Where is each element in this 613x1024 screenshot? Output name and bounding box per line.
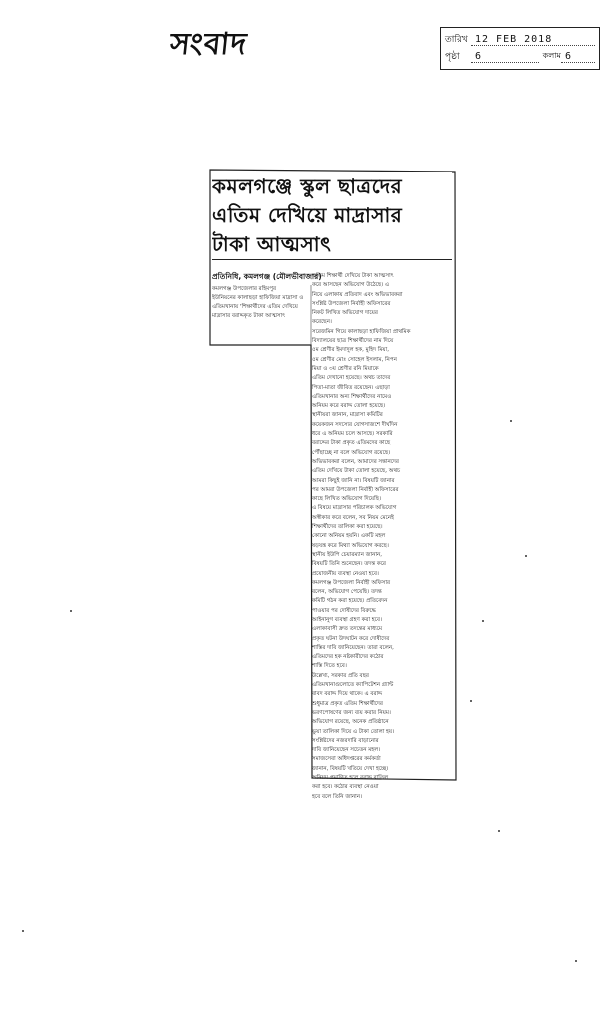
article-text-line: মাদ্রাসার বরাদ্দকৃত টাকা আত্মসাৎ (212, 313, 286, 319)
article-text-line: শিক্ষার্থীদের তালিকা করা হয়েছে। (312, 524, 383, 531)
date-row (445, 31, 595, 48)
headline-line: এতিম দেখিয়ে মাদ্রাসার (212, 203, 403, 227)
scan-speck (498, 830, 500, 832)
article-text-line: কোনো অনিয়ম হয়নি। একটি মহল (312, 533, 386, 540)
date-stamp (440, 27, 600, 70)
page-row (445, 48, 595, 65)
date-label: তারিখ (445, 35, 468, 45)
headline-line: টাকা আত্মসাৎ (212, 232, 332, 256)
article-text-line: কমলগঞ্জ উপজেলার রহিমপুর (212, 286, 276, 292)
page-value: 6 (471, 51, 539, 63)
article-text-line: এতিমখানাগুলোতে ক্যাপিটেশন গ্র্যান্ট (312, 682, 394, 689)
scan-speck (70, 610, 72, 612)
article-text-line: এতিমদের হক নষ্টকারীদের কঠোর (312, 654, 384, 661)
article-text-line: দাবি জানিয়েছেন সচেতন মহল। (312, 747, 381, 754)
article-text-line: করেছেন। (312, 319, 332, 326)
article-text-line: ইউনিয়নের কালাছড়া হাফিজিয়া মাদ্রাসা ও (212, 295, 304, 301)
newspaper-masthead: সংবাদ (168, 27, 249, 62)
article-text-line: পর আমরা উপজেলা নির্বাহী অফিসারের (312, 486, 399, 493)
column-label: কলাম (542, 51, 561, 60)
scan-speck (470, 700, 472, 702)
article-text-line: শাস্তির দাবি জানিয়েছেন। তারা বলেন, (312, 644, 394, 651)
scan-speck (575, 960, 577, 962)
article-text-line: এ বিষয়ে মাদ্রাসার পরিচালক অভিযোগ (312, 505, 397, 512)
article-text-line: ৫ম শ্রেণীর ইমদাদুল হক, মুহিদ মিয়া, (312, 347, 390, 354)
article-text-line: নিকট লিখিত অভিযোগ দায়ের (312, 310, 378, 317)
article-text-line: করে আসছেন অভিযোগ উঠেছে। এ (312, 282, 390, 289)
scan-speck (22, 930, 24, 932)
article-text-line: এতিম দেখিয়ে টাকা তোলা হয়েছে, অথচ (312, 468, 401, 475)
article-text-line: ভরণপোষণের জন্য ব্যয় করার নিয়ম। (312, 709, 391, 716)
article-text-line: কমলগঞ্জ উপজেলা নির্বাহী অফিসার (312, 579, 390, 586)
article-text-line: মিয়া ও ৩য় শ্রেণীর রনি মিয়াকে (312, 365, 379, 372)
article-text-line: নিয়ে এলাকায় প্রতিবাদ এবং অভিভাবকরা (312, 291, 403, 298)
article-text-line: এতিম শিক্ষার্থী দেখিয়ে টাকা আত্মসাৎ (312, 273, 394, 279)
article-text-line: হবে বলে তিনি জানান। (312, 793, 362, 800)
article-headline (212, 172, 452, 260)
article-text-line: ৫ম শ্রেণীর মোঃ সোহেল ইসলাম, নিপন (312, 356, 397, 363)
headline-line: কমলগঞ্জে স্কুল ছাত্রদের (212, 174, 403, 198)
article-text-line: বলেন, অভিযোগ পেয়েছি। তদন্ত (312, 589, 382, 596)
article-text-line: জানান, বিষয়টি খতিয়ে দেখা হচ্ছে। (312, 765, 389, 772)
column-value: 6 (561, 51, 595, 63)
article-text-line: বিষয়টি তিনি শুনেছেন। তদন্ত করে (312, 561, 386, 568)
article-text-line: অনিয়ম প্রমাণিত হলে বরাদ্দ বাতিল (312, 775, 389, 782)
article-text-line: অনিয়ম করে বরাদ্দ তোলা হয়েছে। (312, 403, 386, 410)
article-text-line: পৌঁছাচ্ছে না বলে অভিযোগ রয়েছে। (312, 449, 391, 456)
article-text-line: এতিমখানার অন্য শিক্ষার্থীদের নামেও (312, 393, 392, 400)
article-text-line: স্থানীয়রা জানান, মাদ্রাসা কমিটির (312, 412, 383, 419)
article-text-line: এতিম দেখানো হয়েছে। অথচ তাদের (312, 375, 391, 382)
article-text-line: কয়েকজন সদস্যের যোগসাজশে দীর্ঘদিন (312, 421, 398, 428)
scan-speck (510, 420, 512, 422)
scan-speck (482, 620, 484, 622)
article-text-line: অস্বীকার করে বলেন, সব নিয়ম মেনেই (312, 514, 394, 521)
article-text-line: শুধুমাত্র প্রকৃত এতিম শিক্ষার্থীদের (312, 700, 383, 707)
article-text-line: বাবদ বরাদ্দ দিয়ে থাকে। এ বরাদ্দ (312, 691, 383, 698)
article-text-line: সমাজসেবা অধিদপ্তরের কর্মকর্তা (312, 756, 381, 763)
article-text-line: উল্লেখ্য, সরকার প্রতি বছর (312, 672, 369, 679)
article-text-line: প্রয়োজনীয় ব্যবস্থা নেওয়া হবে। (312, 570, 379, 577)
article-text-line: সরেজমিন গিয়ে কালাছড়া হাফিজিয়া প্রাথমিক (312, 328, 411, 335)
article-text-line: এতিমখানায় 'শিক্ষার্থীদের এতিম দেখিয়ে (212, 304, 298, 310)
article-text-line: ধরে এ অনিয়ম চলে আসছে। সরকারি (312, 431, 393, 438)
article-text-line: কাছে লিখিত অভিযোগ দিয়েছি। (312, 496, 382, 503)
article-text-line: সংশ্লিষ্টদের নজরদারি বাড়ানোর (312, 737, 379, 744)
article-text-line: অভিযোগ রয়েছে, অনেক প্রতিষ্ঠানে (312, 719, 389, 726)
article-text-line: ভুয়া তালিকা দিয়ে এ টাকা তোলা হয়। (312, 728, 395, 735)
article-right-column (312, 272, 455, 802)
article-left-column (212, 285, 312, 321)
article-text-line: আমরা কিছুই জানি না। বিষয়টি জানার (312, 477, 395, 484)
scan-speck (525, 555, 527, 557)
article-text-line: বরাদ্দের টাকা প্রকৃত এতিমদের কাছে (312, 440, 391, 447)
article-text-line: কমিটি গঠন করা হয়েছে। প্রতিবেদন (312, 598, 388, 605)
article-text-line: আইনানুগ ব্যবস্থা গ্রহণ করা হবে। (312, 616, 382, 623)
article-text-line: বিদ্যালয়ের ছাত্র শিক্ষার্থীদের নাম দিয়ে (312, 338, 394, 345)
article-text-line: ষড়যন্ত্র করে মিথ্যা অভিযোগ করছে। (312, 542, 389, 549)
article-text-line: শাস্তি দিতে হবে। (312, 663, 347, 670)
article-text-line: অভিভাবকরা বলেন, আমাদের সন্তানদের (312, 458, 399, 465)
article-byline: প্রতিনিধি, কমলগঞ্জ (মৌলভীবাজার) (212, 272, 322, 281)
article-text-line: প্রকৃত ঘটনা উদঘাটন করে দোষীদের (312, 635, 390, 642)
article-text-line: করা হবে। কঠোর ব্যবস্থা নেওয়া (312, 784, 379, 791)
article-text-line: পাওয়ার পর দোষীদের বিরুদ্ধে (312, 607, 376, 614)
article-text-line: এলাকাবাসী দ্রুত তদন্তের মাধ্যমে (312, 626, 383, 633)
article-text-line: পিতা-মাতা জীবিত রয়েছেন। এছাড়া (312, 384, 390, 391)
article-text-line: সংশ্লিষ্ট উপজেলা নির্বাহী অফিসারের (312, 300, 391, 307)
date-value: 12 FEB 2018 (471, 34, 595, 46)
article-text-line: স্থানীয় ইউপি চেয়ারম্যান জানান, (312, 551, 383, 558)
page-label: পৃষ্ঠা (445, 52, 460, 62)
